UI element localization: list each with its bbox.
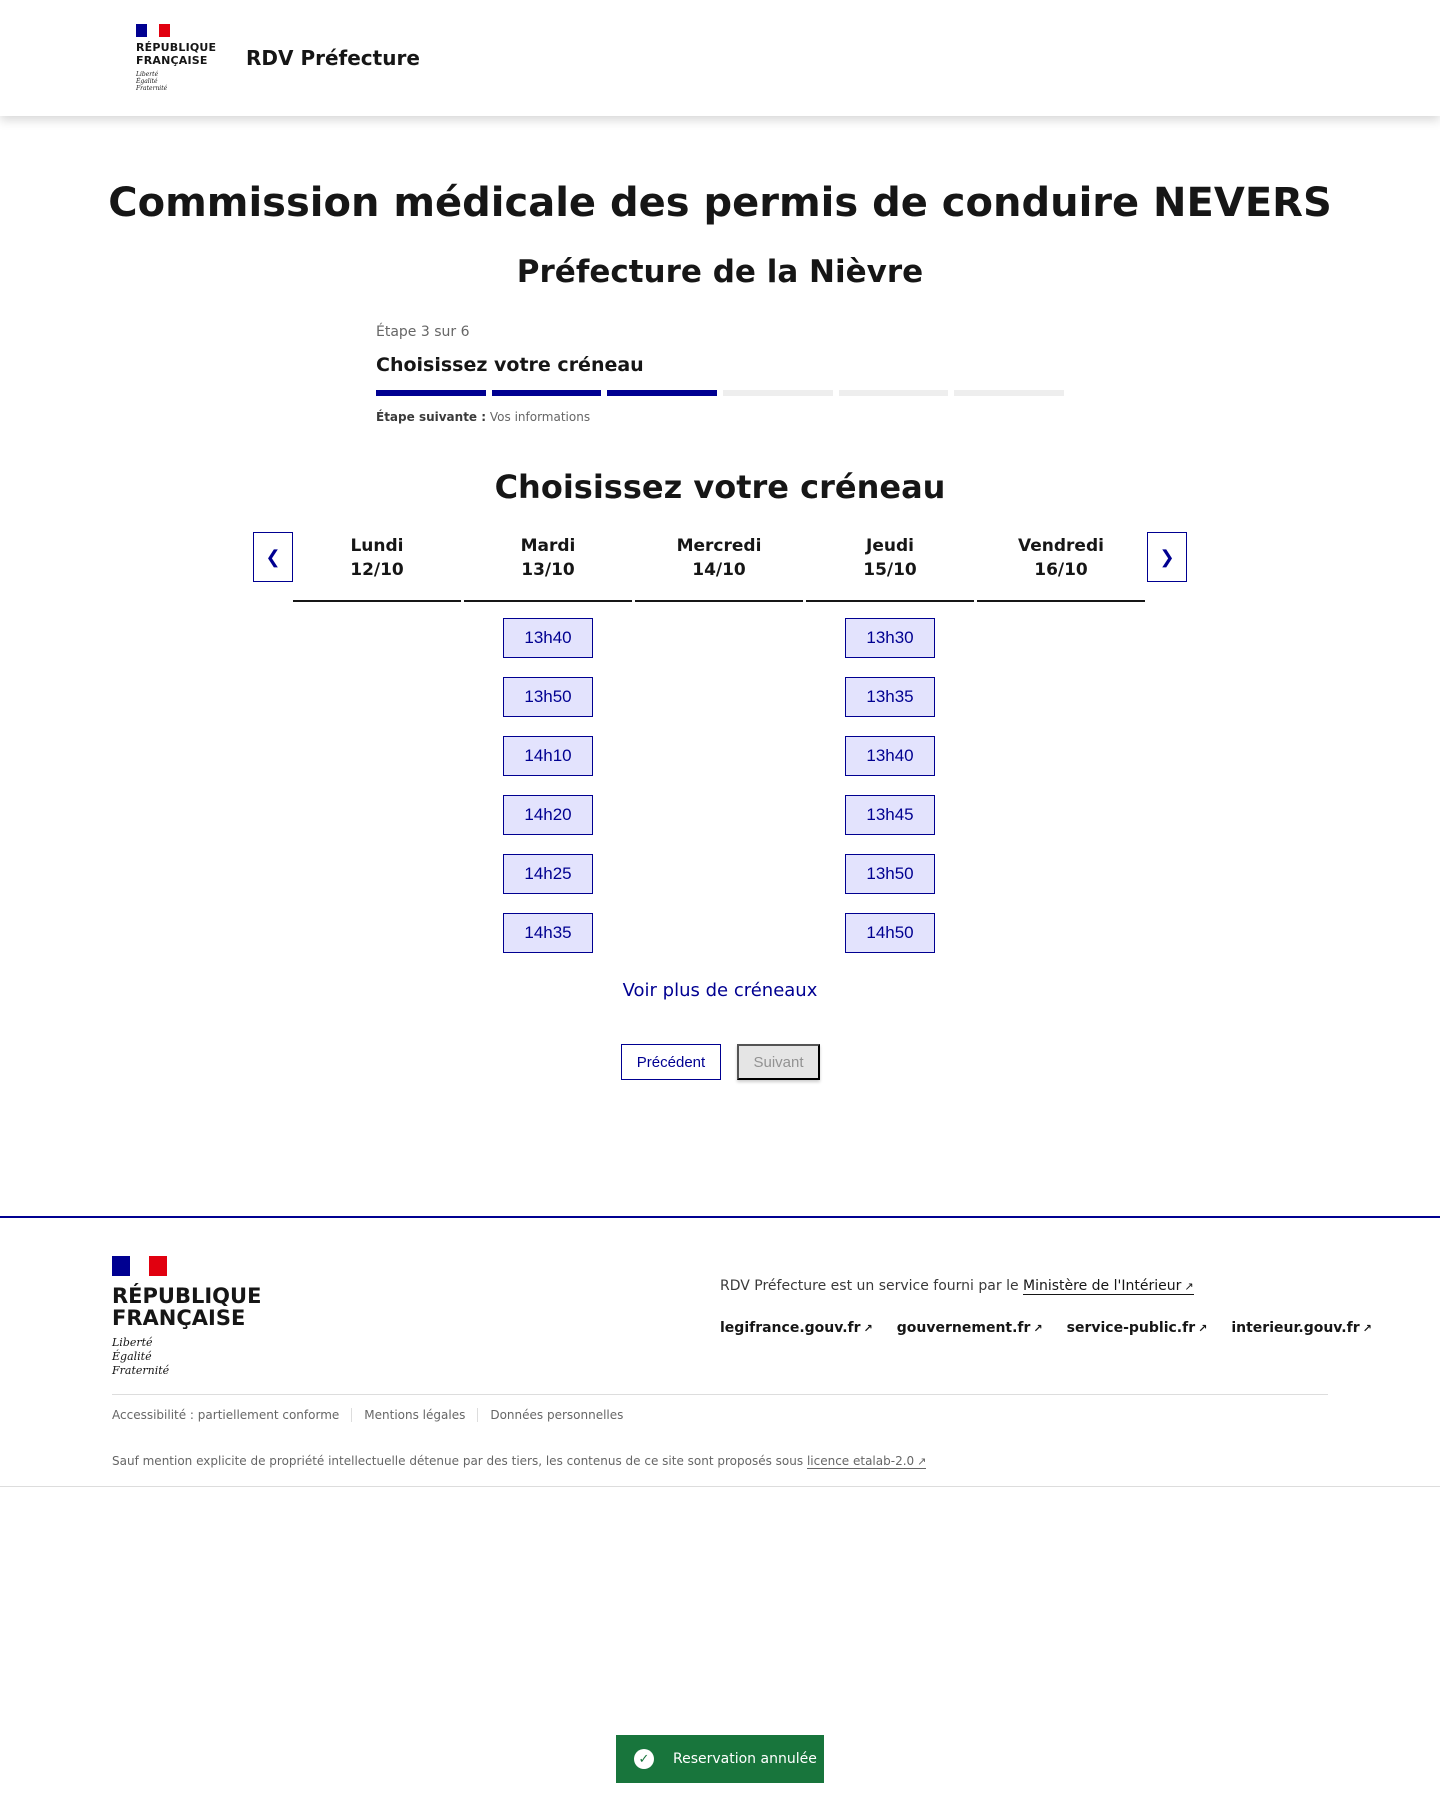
footer-links xyxy=(720,1320,1372,1336)
footer-divider xyxy=(112,1394,1328,1395)
logo-text: RÉPUBLIQUE FRANÇAISE xyxy=(136,41,217,67)
time-slot-button[interactable]: 13h40 xyxy=(845,736,935,776)
day-date: 13/10 xyxy=(521,560,575,580)
day-date: 14/10 xyxy=(692,560,746,580)
page-subtitle: Préfecture de la Nièvre xyxy=(516,254,924,290)
footer-licence xyxy=(112,1454,926,1468)
day-column xyxy=(464,532,632,953)
footer-end-border xyxy=(0,1486,1440,1487)
footer-bottom-link[interactable]: Données personnelles xyxy=(477,1408,635,1422)
footer-link-label: legifrance.gouv.fr xyxy=(720,1320,861,1336)
footer-top-border xyxy=(0,1216,1440,1218)
day-column xyxy=(293,532,461,953)
footer-link[interactable] xyxy=(1067,1320,1208,1336)
time-slot-button[interactable]: 14h25 xyxy=(503,854,593,894)
day-header xyxy=(977,532,1145,602)
slot-list xyxy=(806,602,974,953)
step-bar xyxy=(492,390,602,396)
footer-logo-text: RÉPUBLIQUE FRANÇAISE xyxy=(112,1284,262,1330)
external-link-icon: ↗ xyxy=(863,1322,873,1335)
footer-republique-logo[interactable] xyxy=(112,1256,261,1378)
day-name: Mercredi xyxy=(676,536,762,556)
logo-motto: Liberté Égalité Fraternité xyxy=(136,71,168,92)
day-header xyxy=(464,532,632,602)
day-header xyxy=(293,532,461,602)
footer-link-label: gouvernement.fr xyxy=(896,1320,1031,1336)
chevron-left-icon: ❮ xyxy=(265,546,281,567)
site-header xyxy=(0,0,1440,116)
external-link-icon: ↗ xyxy=(1184,1280,1194,1293)
time-slot-button[interactable]: 13h40 xyxy=(503,618,593,658)
licence-text: Sauf mention explicite de propriété intellectuelle détenue par des tiers, les contenus de ce site sont proposés sous xyxy=(112,1454,804,1468)
slot-list xyxy=(635,602,803,618)
step-next-value: Vos informations xyxy=(489,410,591,424)
step-bar xyxy=(376,390,486,396)
more-slots-link[interactable]: Voir plus de créneaux xyxy=(622,980,818,1001)
day-column xyxy=(806,532,974,953)
ministere-link-label: Ministère de l'Intérieur xyxy=(1023,1278,1182,1294)
next-week-button[interactable] xyxy=(1147,532,1187,582)
day-name: Vendredi xyxy=(1018,536,1104,556)
time-slot-button[interactable]: 14h50 xyxy=(845,913,935,953)
day-header xyxy=(806,532,974,602)
time-slot-button[interactable]: 13h50 xyxy=(503,677,593,717)
slot-list xyxy=(293,602,461,618)
french-flag-icon xyxy=(136,24,170,37)
chevron-right-icon: ❯ xyxy=(1159,546,1175,567)
calendar-title: Choisissez votre créneau xyxy=(494,468,946,506)
day-name: Jeudi xyxy=(866,536,914,556)
footer-bottom-link[interactable]: Mentions légales xyxy=(351,1408,477,1422)
day-column xyxy=(635,532,803,953)
footer-logo-motto: Liberté Égalité Fraternité xyxy=(112,1336,170,1377)
time-slot-button[interactable]: 13h45 xyxy=(845,795,935,835)
external-link-icon: ↗ xyxy=(1362,1322,1372,1335)
footer-description-text: RDV Préfecture est un service fourni par le xyxy=(720,1278,1019,1294)
check-circle-icon: ✓ xyxy=(634,1749,654,1769)
external-link-icon: ↗ xyxy=(917,1455,927,1468)
footer-link[interactable] xyxy=(720,1320,873,1336)
step-progress xyxy=(376,390,1064,396)
step-title: Choisissez votre créneau xyxy=(376,354,644,376)
footer-link[interactable] xyxy=(1231,1320,1371,1336)
toast-notification xyxy=(616,1735,824,1783)
time-slot-button[interactable]: 14h20 xyxy=(503,795,593,835)
footer-description xyxy=(720,1278,1194,1294)
step-next-label: Étape suivante : xyxy=(376,410,487,424)
site-title[interactable]: RDV Préfecture xyxy=(246,46,420,70)
step-bar xyxy=(954,390,1064,396)
day-header xyxy=(635,532,803,602)
stepper xyxy=(376,324,1064,424)
day-date: 15/10 xyxy=(863,560,917,580)
day-date: 16/10 xyxy=(1034,560,1088,580)
footer-bottom-link[interactable]: Accessibilité : partiellement conforme xyxy=(112,1408,340,1422)
next-button[interactable]: Suivant xyxy=(737,1044,820,1080)
previous-button[interactable]: Précédent xyxy=(621,1044,721,1080)
footer-link-label: service-public.fr xyxy=(1066,1320,1196,1336)
republique-logo[interactable] xyxy=(136,24,216,92)
footer-link[interactable] xyxy=(897,1320,1043,1336)
time-slot-button[interactable]: 13h35 xyxy=(845,677,935,717)
time-slot-button[interactable]: 14h10 xyxy=(503,736,593,776)
time-slot-button[interactable]: 14h35 xyxy=(503,913,593,953)
step-bar xyxy=(723,390,833,396)
time-slot-button[interactable]: 13h30 xyxy=(845,618,935,658)
ministere-link[interactable] xyxy=(1023,1278,1194,1295)
page-title: Commission médicale des permis de conduire NEVERS xyxy=(108,180,1332,226)
step-bar xyxy=(607,390,717,396)
external-link-icon: ↗ xyxy=(1033,1322,1043,1335)
step-next xyxy=(376,410,1064,424)
licence-link-label: licence etalab-2.0 xyxy=(806,1454,915,1468)
step-count: Étape 3 sur 6 xyxy=(376,324,470,340)
slot-list xyxy=(977,602,1145,618)
time-slot-button[interactable]: 13h50 xyxy=(845,854,935,894)
external-link-icon: ↗ xyxy=(1198,1322,1208,1335)
day-name: Mardi xyxy=(520,536,576,556)
footer-link-label: interieur.gouv.fr xyxy=(1231,1320,1360,1336)
day-date: 12/10 xyxy=(350,560,404,580)
toast-message: Reservation annulée xyxy=(673,1751,817,1767)
day-column xyxy=(977,532,1145,953)
day-name: Lundi xyxy=(350,536,404,556)
calendar-days xyxy=(293,532,1145,953)
footer-bottom-links xyxy=(112,1408,635,1422)
previous-week-button[interactable] xyxy=(253,532,293,582)
step-bar xyxy=(839,390,949,396)
french-flag-icon xyxy=(112,1256,167,1276)
slot-list xyxy=(464,602,632,953)
licence-link[interactable] xyxy=(807,1454,926,1469)
